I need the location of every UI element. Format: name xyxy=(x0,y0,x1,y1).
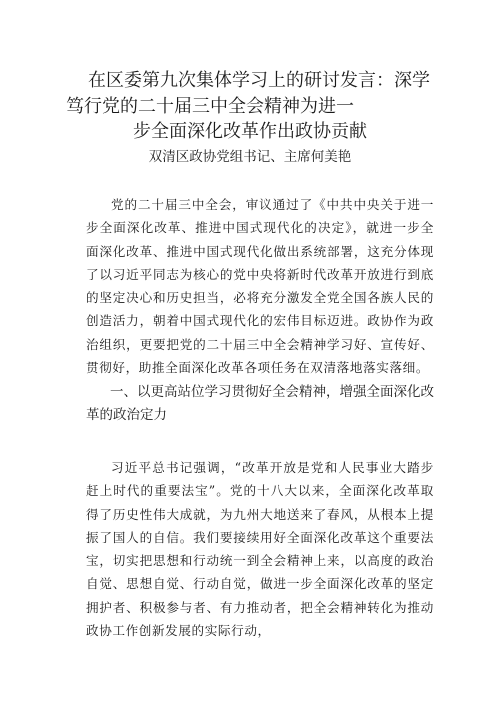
author-line: 双清区政协党组书记、主席何美艳 xyxy=(148,149,352,165)
paragraph-section-1: 习近平总书记强调，“改革开放是党和人民事业大踏步赶上时代的重要法宝”。党的十八大以来，全面深化改革取得了历史性伟大成就，为九州大地送来了春风，从根本上提振了国人的自信。我们要接续用好全面深化改革这个重要法宝，切实把思想和行动统一到全会精神上来，以高度的政治自觉、思想自觉、行动自觉，做进一步全面深化改革的坚定拥护者、积极参与者、有力推动者，把全会精神转化为推动政协工作创新发展的实际行动， xyxy=(86,460,434,639)
section-heading-1: 一、以更高站位学习贯彻好全会精神，增强全面深化改革的政治定力 xyxy=(86,384,434,423)
document-title-line-1: 在区委第九次集体学习上的研讨发言：深学笃行党的二十届三中全会精神为进一 xyxy=(66,70,430,117)
document-title-line-2: 步全面深化改革作出政协贡献 xyxy=(133,121,367,142)
paragraph-intro: 党的二十届三中全会，审议通过了《中共中央关于进一步全面深化改革、推进中国式现代化的决定》，就进一步全面深化改革、推进中国式现代化做出系统部署，这充分体现了以习近平同志为核心的党中央将新时代改革开放进行到底的坚定决心和历史担当，必将充分激发全党全国各族人民的创造活力，朝着中国式现代化的宏伟目标迈进。政协作为政治组织，更要把党的二十届三中全会精神学习好、宣传好、贯彻好，助推全面深化改革各项任务在双清落地落实落细。 xyxy=(86,197,434,376)
